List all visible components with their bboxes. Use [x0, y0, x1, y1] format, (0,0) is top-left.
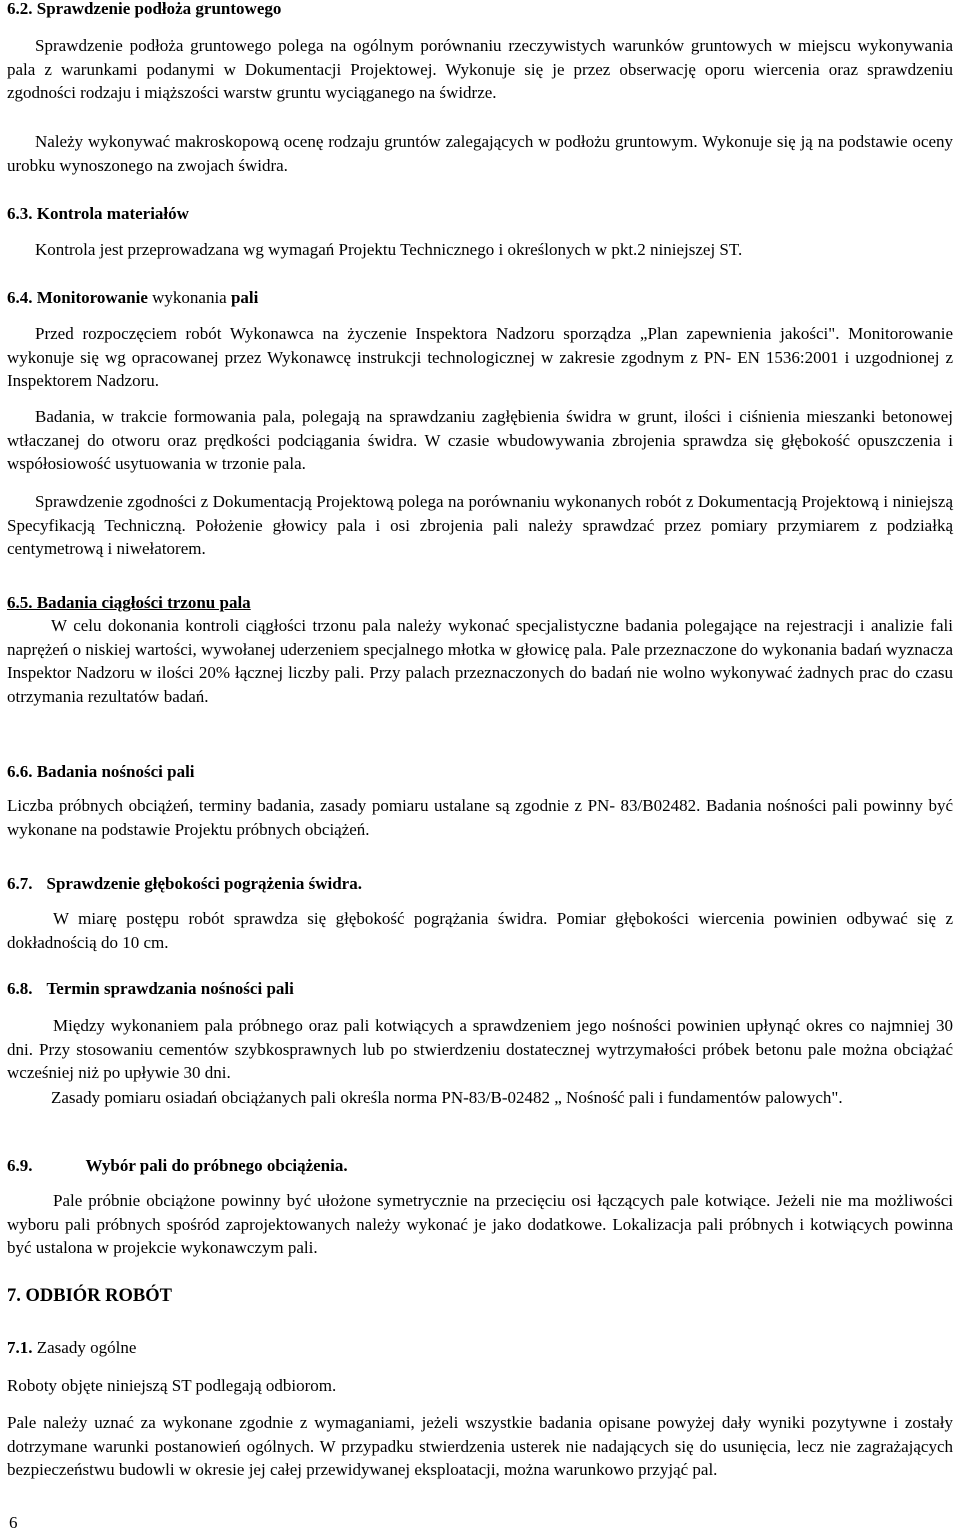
section-heading: 6.5. Badania ciągłości trzonu pala	[7, 593, 251, 612]
heading-title: Wybór pali do próbnego obciążenia.	[85, 1156, 348, 1175]
paragraph	[7, 1086, 953, 1110]
heading-title: Termin sprawdzania nośności pali	[46, 979, 294, 998]
paragraph-text: Między wykonaniem pala próbnego oraz pali kotwiących a sprawdzeniem jego nośności powinien upłynąć okres co najmniej 30 dni. Przy stosowaniu cementów szybkosprawnych lub po stwierdzeniu dostatecznej wytrzymałości próbek betonu pale można obciążać wcześniej niż po upływie 30 dni.	[7, 1016, 953, 1082]
section-6-2	[7, 0, 953, 21]
paragraph	[7, 405, 953, 476]
paragraph-text: Liczba próbnych obciążeń, terminy badania, zasady pomiaru ustalane są zgodnie z PN- 83/B02482. Badania nośności pali powinny być wykonane na podstawie Projektu próbnych obciążeń.	[7, 796, 953, 839]
paragraph-text: Roboty objęte niniejszą ST podlegają odbiorom.	[7, 1376, 337, 1395]
section-heading: 7. ODBIÓR ROBÓT	[7, 1286, 172, 1306]
paragraph	[7, 322, 953, 393]
paragraph-text: Kontrola jest przeprowadzana wg wymagań Projektu Technicznego i określonych w pkt.2 niniejszej ST.	[35, 240, 743, 259]
section-6-9	[7, 1154, 953, 1178]
section-6-7	[7, 872, 953, 896]
heading-number: 6.8.	[7, 979, 33, 998]
paragraph-text: Badania, w trakcie formowania pala, polegają na sprawdzaniu zagłębienia świdra w grunt, ilości i ciśnienia mieszanki betonowej wtłaczanej do otworu oraz prędkości podciągania świdra. W czasie wbudowywania zbrojenia sprawdza się głębokość opuszczenia i współosiowość usytuowania w trzonie pala.	[7, 407, 953, 473]
page-number: 6	[9, 1513, 18, 1532]
paragraph	[7, 238, 953, 262]
section-heading	[7, 872, 953, 896]
section-heading: 6.6. Badania nośności pali	[7, 762, 195, 781]
paragraph	[7, 1189, 953, 1260]
heading-bold-part: 7.1.	[7, 1338, 33, 1357]
heading-bold-part: pali	[230, 288, 259, 307]
section-heading: 6.3. Kontrola materiałów	[7, 204, 189, 223]
section-6-6	[7, 760, 953, 784]
section-heading	[7, 1336, 953, 1360]
paragraph	[7, 1411, 953, 1482]
section-7	[7, 1285, 953, 1309]
section-7-1	[7, 1336, 953, 1360]
heading-number: 6.9.	[7, 1156, 33, 1175]
heading-bold-part: 6.4. Monitorowanie	[7, 288, 148, 307]
paragraph	[7, 794, 953, 841]
heading-number: 6.7.	[7, 874, 33, 893]
section-6-5	[7, 591, 953, 615]
paragraph-text: Pale próbnie obciążone powinny być ułożone symetrycznie na przecięciu osi łączących pale kotwiące. Jeżeli nie ma możliwości wyboru pali próbnych spośród zaprojektowanych należy wykonać je jako dodatkowe. Lokalizacja pali próbnych i kotwiących powinna być ustalona w projekcie wykonawczym pali.	[7, 1191, 953, 1257]
section-6-8	[7, 977, 953, 1001]
section-heading: 6.2. Sprawdzenie podłoża gruntowego	[7, 0, 282, 18]
heading-plain-part: Zasady ogólne	[32, 1338, 137, 1357]
section-heading	[7, 286, 953, 310]
paragraph	[7, 907, 953, 954]
section-heading	[7, 1154, 953, 1178]
section-heading	[7, 977, 953, 1001]
paragraph-text: W celu dokonania kontroli ciągłości trzonu pala należy wykonać specjalistyczne badania polegające na rejestracji i analizie fali naprężeń o niskiej wartości, wywołanej uderzeniem specjalnego młotka w głowicę pala. Pale przeznaczone do wykonania badań wyznacza Inspektor Nadzoru w ilości 20% łącznej liczby pali. Przy palach przeznaczonych do badań nie wolno wykonywać żadnych prac do czasu otrzymania rezultatów badań.	[7, 616, 953, 706]
paragraph-text: W miarę postępu robót sprawdza się głębokość pogrążania świdra. Pomiar głębokości wiercenia powinien odbywać się z dokładnością do 10 cm.	[7, 909, 953, 952]
paragraph-text: Pale należy uznać za wykonane zgodnie z wymaganiami, jeżeli wszystkie badania opisane powyżej dały wyniki pozytywne i zostały dotrzymane warunki postanowień ogólnych. W przypadku stwierdzenia usterek nie nadających się do usunięcia, lecz nie zagrażających bezpieczeństwu budowli w okresie jej całej przewidywanej eksploatacji, można warunkowo przyjąć pal.	[7, 1413, 953, 1479]
heading-plain-part: wykonania	[147, 288, 231, 307]
paragraph	[7, 1374, 953, 1398]
paragraph	[7, 1014, 953, 1085]
heading-title: Sprawdzenie głębokości pogrążenia świdra.	[46, 874, 362, 893]
paragraph	[7, 34, 953, 105]
paragraph-text: Przed rozpoczęciem robót Wykonawca na życzenie Inspektora Nadzoru sporządza „Plan zapewnienia jakości". Monitorowanie wykonuje się wg opracowanej przez Wykonawcę instrukcji technologicznej w zakresie zgodnym z PN- EN 1536:2001 i uzgodnionej z Inspektorem Nadzoru.	[7, 324, 953, 390]
paragraph	[7, 614, 953, 708]
section-6-4	[7, 286, 953, 310]
paragraph-text: Sprawdzenie podłoża gruntowego polega na ogólnym porównaniu rzeczywistych warunków gruntowych w miejscu wykonywania pala z warunkami podanymi w Dokumentacji Projektowej. Wykonuje się je przez obserwację oporu wiercenia oraz sprawdzeniu zgodności rodzaju i miąższości warstw gruntu wyciąganego na świdrze.	[7, 36, 953, 102]
paragraph-text: Należy wykonywać makroskopową ocenę rodzaju gruntów zalegających w podłożu gruntowym. Wykonuje się ją na podstawie oceny urobku wynoszonego na zwojach świdra.	[7, 132, 953, 175]
section-6-3	[7, 202, 953, 226]
paragraph-text: Zasady pomiaru osiadań obciążanych pali określa norma PN-83/B-02482 „ Nośność pali i fundamentów palowych".	[51, 1088, 843, 1107]
paragraph	[7, 490, 953, 561]
paragraph-text: Sprawdzenie zgodności z Dokumentacją Projektową polega na porównaniu wykonanych robót z Dokumentacją Projektową i niniejszą Specyfikacją Techniczną. Położenie głowicy pala i osi zbrojenia pali należy sprawdzać przez pomiary przymiarem z podziałką centymetrową i niwełatorem.	[7, 492, 953, 558]
paragraph	[7, 130, 953, 177]
